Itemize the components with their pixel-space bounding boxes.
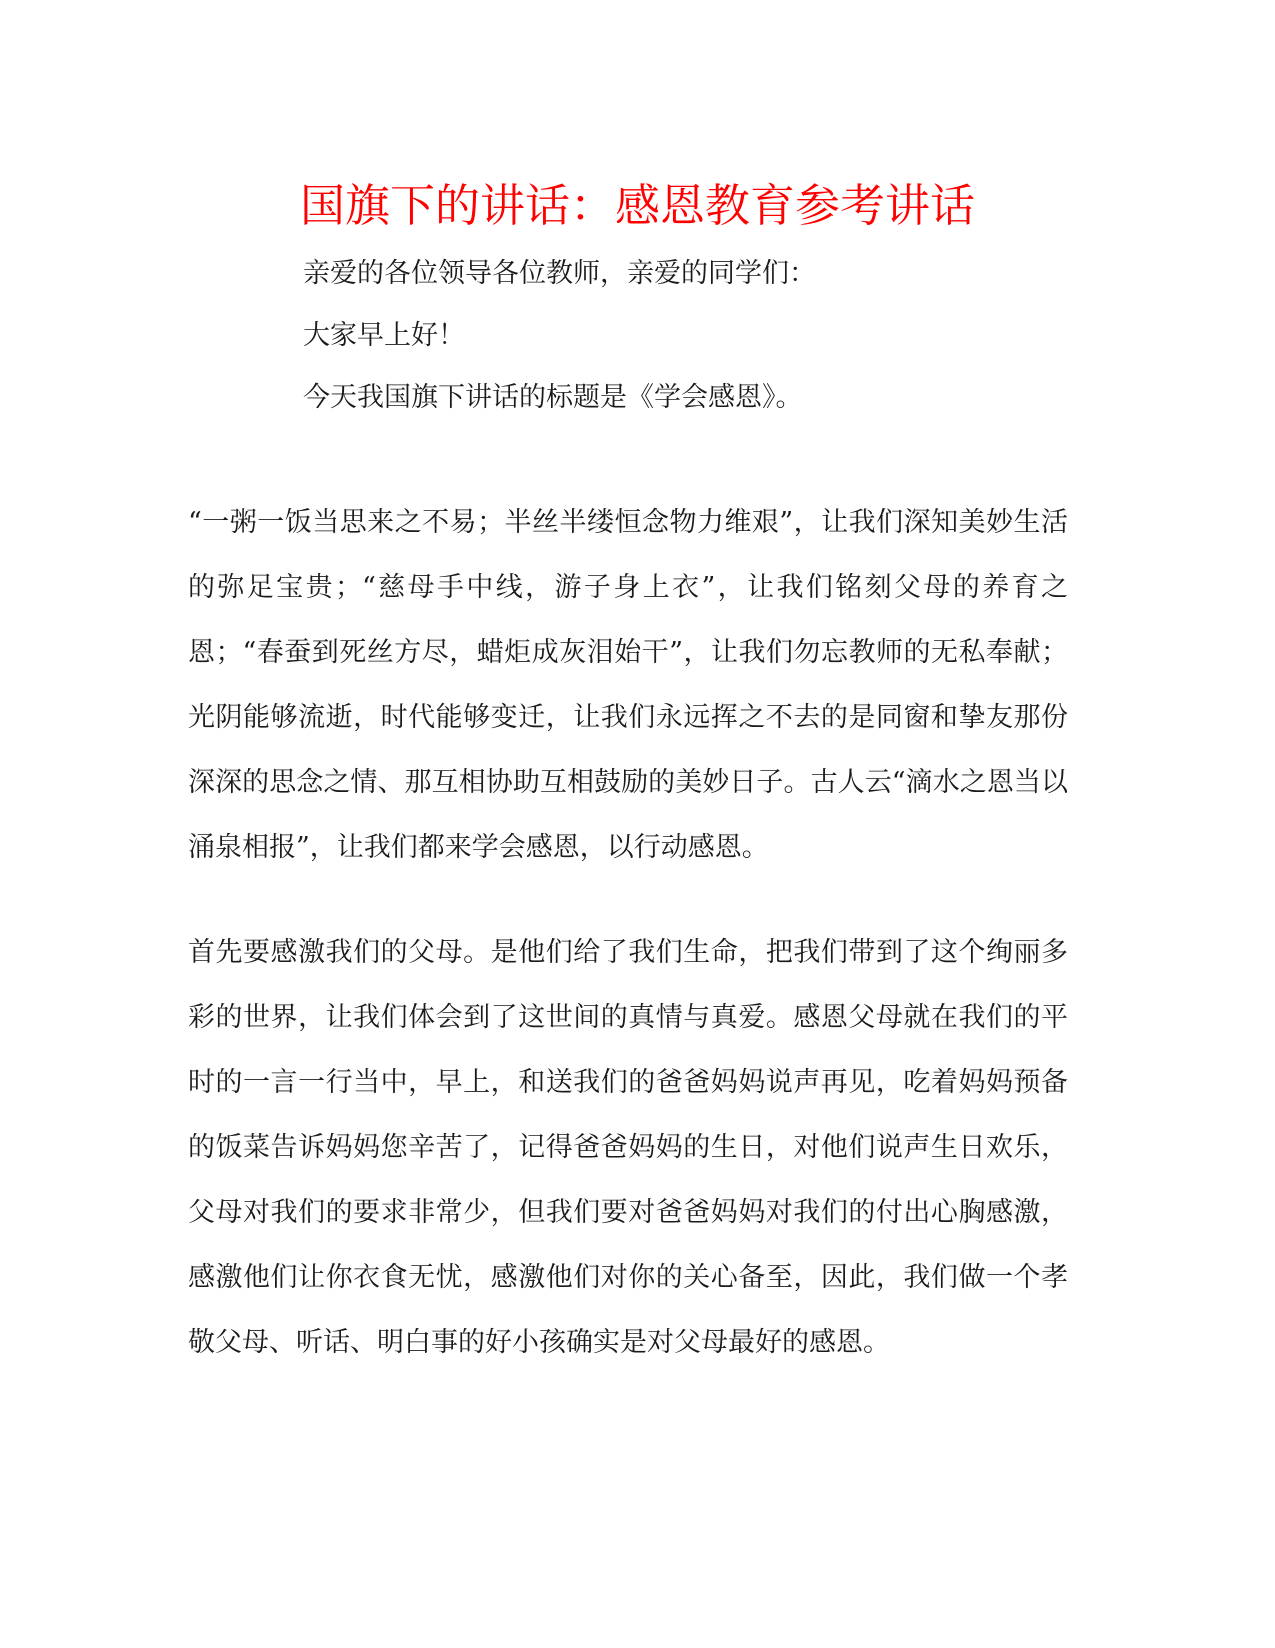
body-paragraph-1: “一粥一饭当思来之不易；半丝半缕恒念物力维艰”，让我们深知美妙生活的弥足宝贵；“慈母手中线，游子身上衣”，让我们铭刻父母的养育之恩；“春蚕到死丝方尽，蜡炬成灰泪始干”，让我们勿忘教师的无私奉献；光阴能够流逝，时代能够变迁，让我们永远挥之不去的是同窗和挚友那份深深的思念之情、那互相协助互相鼓励的美妙日子。古人云“滴水之恩当以涌泉相报”，让我们都来学会感恩，以行动感恩。	[188, 507, 1068, 863]
greeting-line: 亲爱的各位领导各位教师，亲爱的同学们：	[303, 258, 816, 289]
topic-line: 今天我国旗下讲话的标题是《学会感恩》。	[303, 382, 803, 413]
body-paragraph-2: 首先要感激我们的父母。是他们给了我们生命，把我们带到了这个绚丽多彩的世界，让我们体会到了这世间的真情与真爱。感恩父母就在我们的平时的一言一行当中，早上，和送我们的爸爸妈妈说声再见，吃着妈妈预备的饭菜告诉妈妈您辛苦了，记得爸爸妈妈的生日，对他们说声生日欢乐，父母对我们的要求非常少，但我们要对爸爸妈妈对我们的付出心胸感激，感激他们让你衣食无忧，感激他们对你的关心备至，因此，我们做一个孝敬父母、听话、明白事的好小孩确实是对父母最好的感恩。	[188, 937, 1068, 1358]
salutation-line: 大家早上好！	[303, 320, 465, 351]
page-title: 国旗下的讲话：感恩教育参考讲话	[299, 179, 975, 232]
